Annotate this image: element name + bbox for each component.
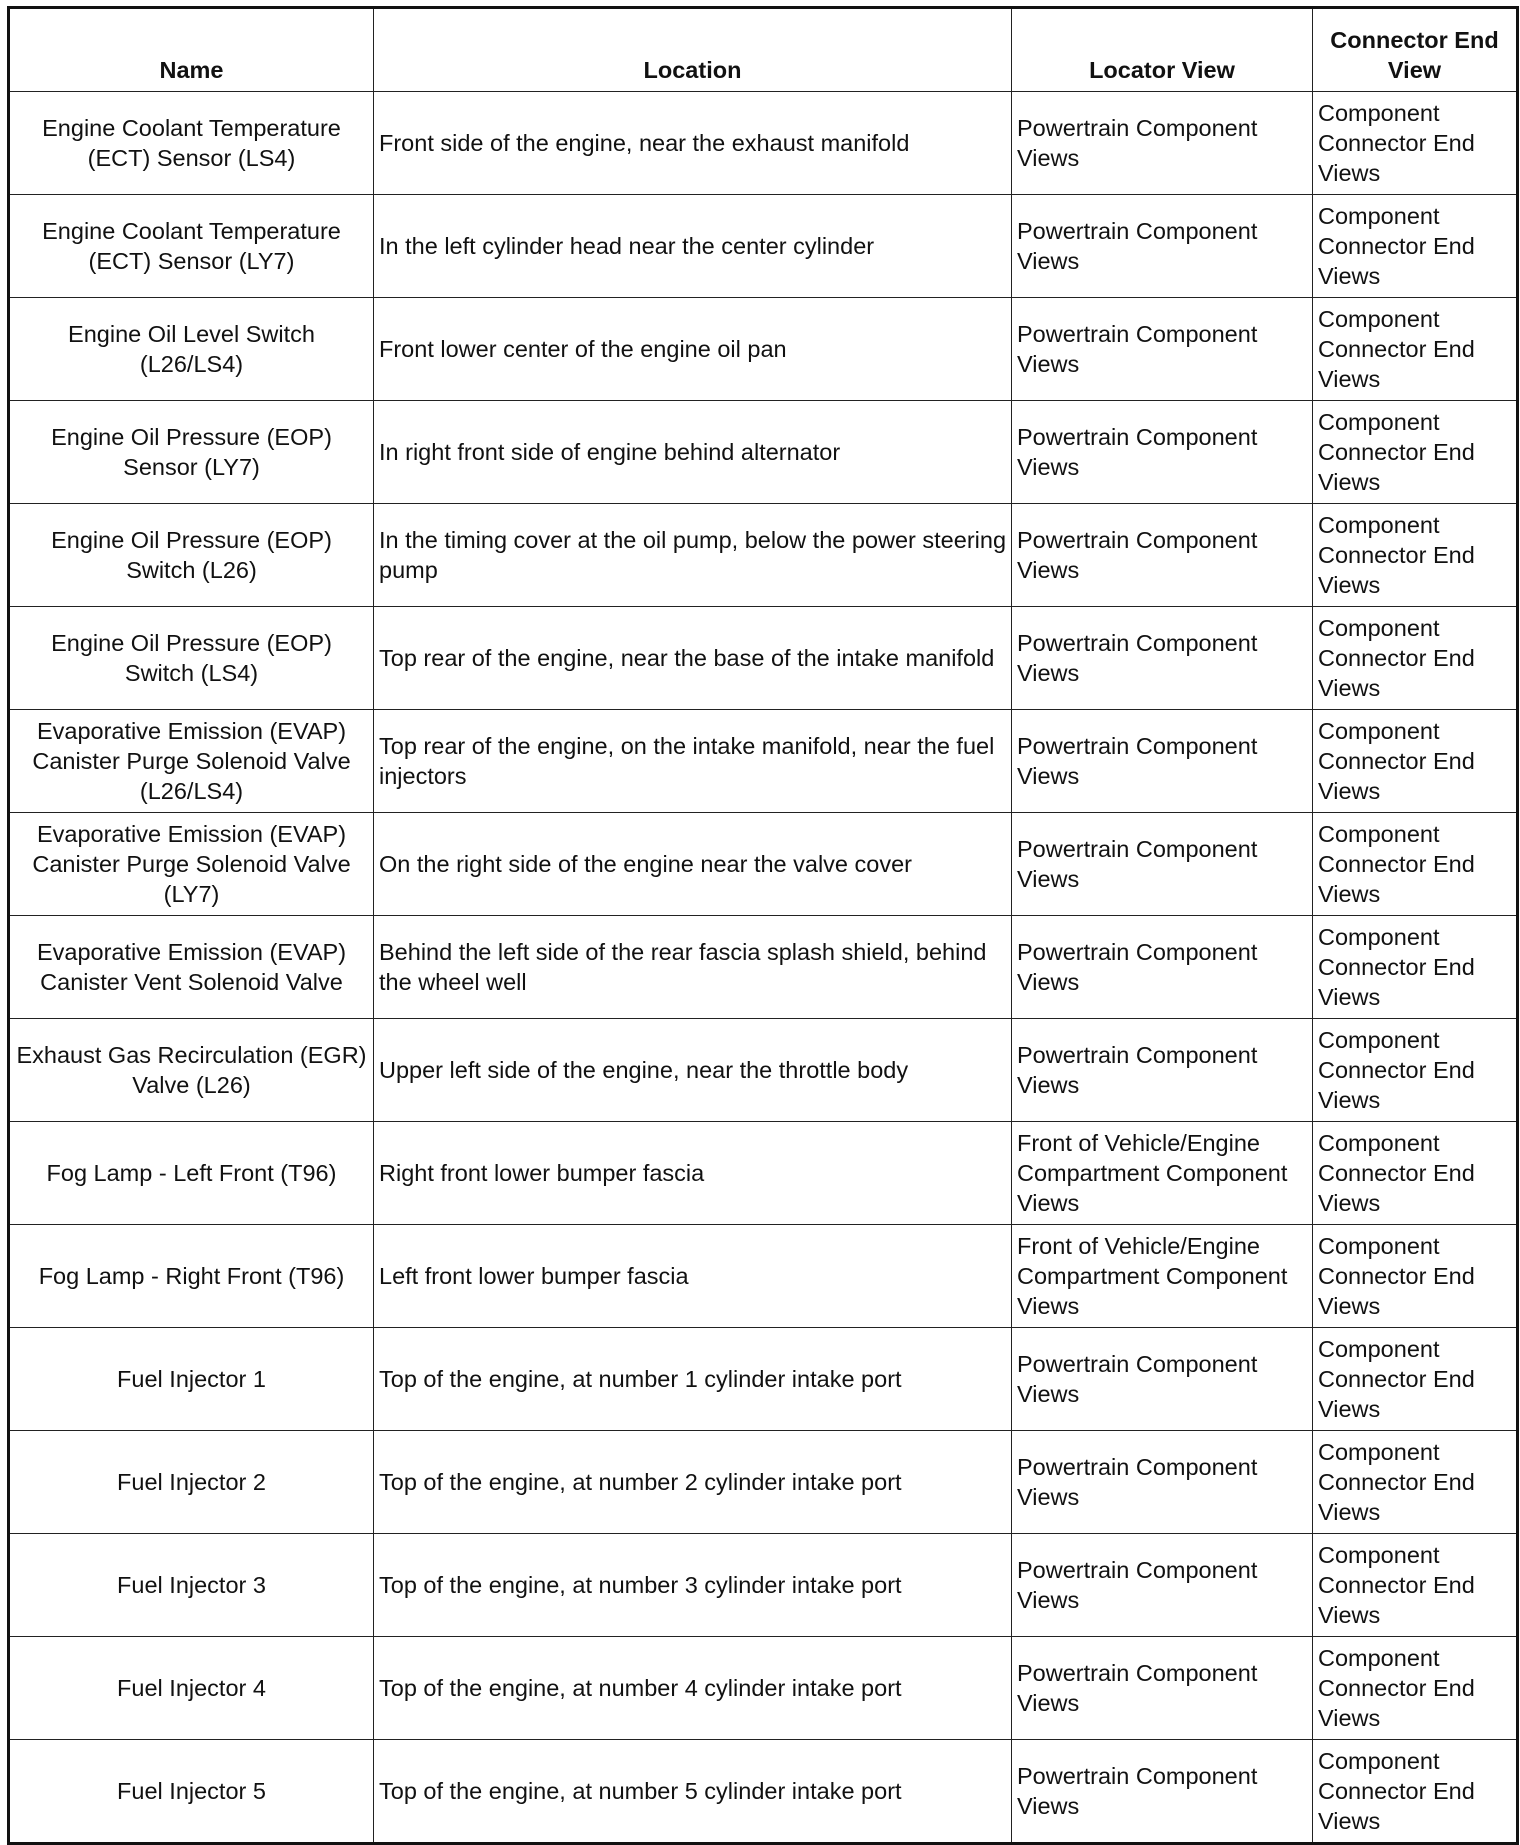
cell-connector-end-view: Component Connector End Views: [1313, 1328, 1518, 1431]
cell-connector-end-view: Component Connector End Views: [1313, 607, 1518, 710]
cell-locator-view: Powertrain Component Views: [1012, 813, 1313, 916]
cell-name: Fog Lamp - Left Front (T96): [9, 1122, 374, 1225]
cell-location: In right front side of engine behind alternator: [374, 401, 1012, 504]
cell-locator-view: Powertrain Component Views: [1012, 92, 1313, 195]
cell-location: Top of the engine, at number 4 cylinder intake port: [374, 1637, 1012, 1740]
cell-location: In the left cylinder head near the center cylinder: [374, 195, 1012, 298]
table-body: [9, 92, 1518, 1844]
cell-location: Front side of the engine, near the exhaust manifold: [374, 92, 1012, 195]
column-header-locator-view: Locator View: [1012, 8, 1313, 92]
cell-connector-end-view: Component Connector End Views: [1313, 1431, 1518, 1534]
cell-locator-view: Powertrain Component Views: [1012, 710, 1313, 813]
cell-name: Fuel Injector 2: [9, 1431, 374, 1534]
cell-connector-end-view: Component Connector End Views: [1313, 1637, 1518, 1740]
table-row: [9, 710, 1518, 813]
cell-name: Fuel Injector 3: [9, 1534, 374, 1637]
cell-locator-view: Powertrain Component Views: [1012, 1431, 1313, 1534]
cell-name: Engine Oil Pressure (EOP) Sensor (LY7): [9, 401, 374, 504]
table-row: [9, 195, 1518, 298]
cell-locator-view: Powertrain Component Views: [1012, 607, 1313, 710]
cell-name: Evaporative Emission (EVAP) Canister Purge Solenoid Valve (LY7): [9, 813, 374, 916]
cell-name: Engine Coolant Temperature (ECT) Sensor (LY7): [9, 195, 374, 298]
cell-connector-end-view: Component Connector End Views: [1313, 195, 1518, 298]
cell-connector-end-view: Component Connector End Views: [1313, 504, 1518, 607]
table-row: [9, 813, 1518, 916]
cell-locator-view: Powertrain Component Views: [1012, 1534, 1313, 1637]
cell-location: In the timing cover at the oil pump, below the power steering pump: [374, 504, 1012, 607]
table-row: [9, 1534, 1518, 1637]
cell-location: Behind the left side of the rear fascia splash shield, behind the wheel well: [374, 916, 1012, 1019]
cell-locator-view: Powertrain Component Views: [1012, 195, 1313, 298]
cell-connector-end-view: Component Connector End Views: [1313, 298, 1518, 401]
cell-connector-end-view: Component Connector End Views: [1313, 710, 1518, 813]
cell-location: Top of the engine, at number 5 cylinder intake port: [374, 1740, 1012, 1844]
component-locator-table: [7, 6, 1519, 1845]
table-header-row: [9, 8, 1518, 92]
table-row: [9, 92, 1518, 195]
cell-locator-view: Powertrain Component Views: [1012, 916, 1313, 1019]
cell-location: Upper left side of the engine, near the throttle body: [374, 1019, 1012, 1122]
cell-name: Engine Oil Pressure (EOP) Switch (LS4): [9, 607, 374, 710]
cell-connector-end-view: Component Connector End Views: [1313, 1225, 1518, 1328]
column-header-name: Name: [9, 8, 374, 92]
component-locator-table-wrapper: [7, 6, 1516, 1845]
cell-connector-end-view: Component Connector End Views: [1313, 1019, 1518, 1122]
cell-locator-view: Powertrain Component Views: [1012, 504, 1313, 607]
cell-location: Right front lower bumper fascia: [374, 1122, 1012, 1225]
table-row: [9, 1225, 1518, 1328]
cell-location: Front lower center of the engine oil pan: [374, 298, 1012, 401]
table-row: [9, 504, 1518, 607]
cell-name: Fuel Injector 4: [9, 1637, 374, 1740]
column-header-location: Location: [374, 8, 1012, 92]
cell-location: Left front lower bumper fascia: [374, 1225, 1012, 1328]
cell-connector-end-view: Component Connector End Views: [1313, 92, 1518, 195]
cell-locator-view: Powertrain Component Views: [1012, 1019, 1313, 1122]
cell-name: Fuel Injector 1: [9, 1328, 374, 1431]
cell-name: Engine Oil Level Switch (L26/LS4): [9, 298, 374, 401]
cell-connector-end-view: Component Connector End Views: [1313, 1122, 1518, 1225]
cell-location: Top of the engine, at number 2 cylinder intake port: [374, 1431, 1012, 1534]
table-row: [9, 1637, 1518, 1740]
table-row: [9, 1122, 1518, 1225]
table-row: [9, 401, 1518, 504]
table-row: [9, 1740, 1518, 1844]
cell-name: Engine Oil Pressure (EOP) Switch (L26): [9, 504, 374, 607]
table-row: [9, 298, 1518, 401]
cell-name: Evaporative Emission (EVAP) Canister Vent Solenoid Valve: [9, 916, 374, 1019]
cell-locator-view: Front of Vehicle/Engine Compartment Component Views: [1012, 1122, 1313, 1225]
cell-location: On the right side of the engine near the valve cover: [374, 813, 1012, 916]
cell-name: Engine Coolant Temperature (ECT) Sensor (LS4): [9, 92, 374, 195]
cell-connector-end-view: Component Connector End Views: [1313, 813, 1518, 916]
cell-connector-end-view: Component Connector End Views: [1313, 916, 1518, 1019]
cell-connector-end-view: Component Connector End Views: [1313, 1740, 1518, 1844]
cell-location: Top rear of the engine, on the intake manifold, near the fuel injectors: [374, 710, 1012, 813]
cell-locator-view: Powertrain Component Views: [1012, 1328, 1313, 1431]
cell-name: Fuel Injector 5: [9, 1740, 374, 1844]
cell-locator-view: Powertrain Component Views: [1012, 401, 1313, 504]
table-row: [9, 1019, 1518, 1122]
cell-name: Exhaust Gas Recirculation (EGR) Valve (L26): [9, 1019, 374, 1122]
cell-name: Fog Lamp - Right Front (T96): [9, 1225, 374, 1328]
cell-locator-view: Front of Vehicle/Engine Compartment Component Views: [1012, 1225, 1313, 1328]
table-row: [9, 1328, 1518, 1431]
column-header-connector-end-view: Connector End View: [1313, 8, 1518, 92]
cell-location: Top of the engine, at number 1 cylinder intake port: [374, 1328, 1012, 1431]
cell-connector-end-view: Component Connector End Views: [1313, 1534, 1518, 1637]
cell-connector-end-view: Component Connector End Views: [1313, 401, 1518, 504]
cell-locator-view: Powertrain Component Views: [1012, 1740, 1313, 1844]
table-row: [9, 916, 1518, 1019]
cell-location: Top of the engine, at number 3 cylinder intake port: [374, 1534, 1012, 1637]
table-row: [9, 1431, 1518, 1534]
cell-locator-view: Powertrain Component Views: [1012, 298, 1313, 401]
table-row: [9, 607, 1518, 710]
cell-location: Top rear of the engine, near the base of the intake manifold: [374, 607, 1012, 710]
cell-name: Evaporative Emission (EVAP) Canister Purge Solenoid Valve (L26/LS4): [9, 710, 374, 813]
cell-locator-view: Powertrain Component Views: [1012, 1637, 1313, 1740]
